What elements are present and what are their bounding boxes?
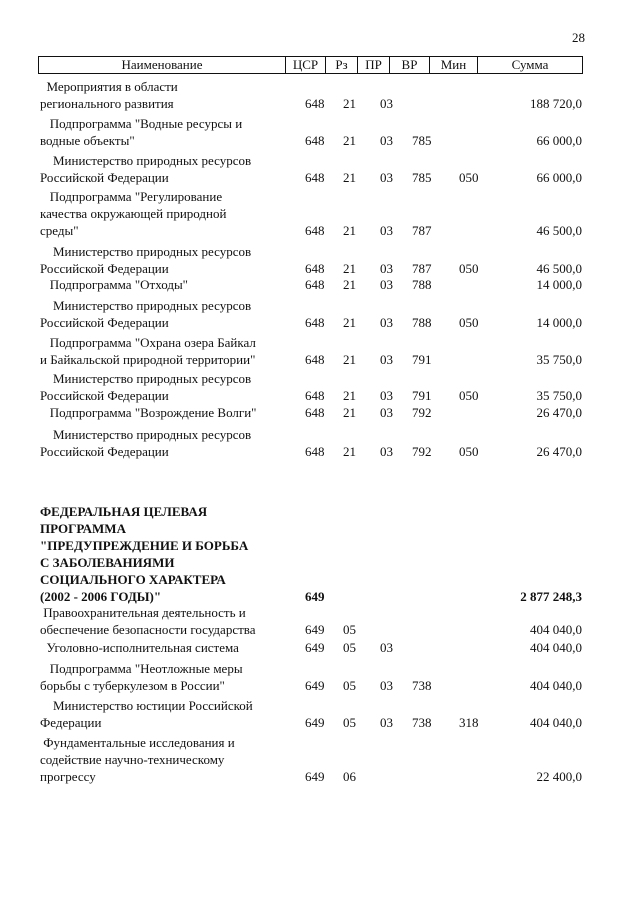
row-name-line: (2002 - 2006 ГОДЫ)" [40,589,162,604]
table-row [0,639,640,656]
cell-csr: 648 [305,444,325,459]
cell-pr: 03 [380,223,393,238]
cell-min: 050 [459,444,479,459]
cell-sum: 404 040,0 [530,622,582,637]
row-name-line: обеспечение безопасности государства [40,622,256,637]
cell-vr: 738 [412,678,432,693]
cell-pr: 03 [380,640,393,655]
cell-vr: 787 [412,261,432,276]
cell-rz: 21 [343,444,356,459]
row-name [40,660,285,694]
row-name [40,334,285,368]
table-row [0,660,640,694]
table-row [0,404,640,421]
cell-pr: 03 [380,715,393,730]
cell-rz: 21 [343,261,356,276]
row-name [40,276,285,293]
cell-rz: 05 [343,622,356,637]
row-name-line: водные объекты" [40,133,135,148]
row-name [40,370,285,404]
cell-vr: 788 [412,315,432,330]
row-name-line: Министерство природных ресурсов [40,298,252,313]
cell-pr: 03 [380,444,393,459]
table-row [0,78,640,112]
cell-rz: 05 [343,678,356,693]
cell-sum: 22 400,0 [536,769,582,784]
row-name-line: Федерации [40,715,102,730]
cell-csr: 649 [305,769,325,784]
cell-sum: 35 750,0 [536,352,582,367]
cell-rz: 21 [343,277,356,292]
cell-sum: 26 470,0 [536,444,582,459]
cell-pr: 03 [380,352,393,367]
cell-min: 050 [459,261,479,276]
cell-sum: 14 000,0 [536,277,582,292]
cell-rz: 05 [343,640,356,655]
cell-vr: 787 [412,223,432,238]
cell-rz: 21 [343,170,356,185]
row-name-line: Подпрограмма "Охрана озера Байкал [40,335,256,350]
row-name [40,188,285,239]
row-name-line: регионального развития [40,96,174,111]
cell-csr: 649 [305,678,325,693]
cell-sum: 66 000,0 [536,170,582,185]
cell-rz: 21 [343,352,356,367]
cell-min: 050 [459,315,479,330]
cell-rz: 21 [343,223,356,238]
cell-rz: 21 [343,405,356,420]
row-name-line: Подпрограмма "Регулирование [40,189,223,204]
cell-csr: 648 [305,352,325,367]
cell-pr: 03 [380,96,393,111]
row-name-line: Министерство природных ресурсов [40,371,252,386]
cell-rz: 06 [343,769,356,784]
row-name-line: содействие научно-техническому [40,752,225,767]
row-name-line: ПРОГРАММА [40,521,126,536]
cell-sum: 46 500,0 [536,223,582,238]
cell-pr: 03 [380,277,393,292]
cell-rz: 21 [343,388,356,403]
cell-pr: 03 [380,315,393,330]
cell-rz: 05 [343,715,356,730]
row-name-line: Уголовно-исполнительная система [40,640,239,655]
row-name-line: среды" [40,223,79,238]
cell-vr: 785 [412,133,432,148]
row-name-line: ФЕДЕРАЛЬНАЯ ЦЕЛЕВАЯ [40,504,208,519]
cell-csr: 648 [305,170,325,185]
table-row [0,370,640,404]
cell-min: 318 [459,715,479,730]
row-name-line: Подпрограмма "Водные ресурсы и [40,116,243,131]
cell-sum: 26 470,0 [536,405,582,420]
cell-vr: 792 [412,444,432,459]
cell-rz: 21 [343,96,356,111]
row-name [40,404,285,421]
table-row [0,188,640,239]
column-header-min: Мин [430,57,478,73]
table-row [0,734,640,785]
cell-csr: 649 [305,589,325,604]
cell-vr: 785 [412,170,432,185]
table-header [38,56,583,74]
row-name-line: Российской Федерации [40,261,169,276]
row-name [40,78,285,112]
cell-sum: 188 720,0 [530,96,582,111]
page-number: 28 [572,30,585,45]
row-name [40,604,285,638]
table-row [0,276,640,293]
row-name-line: СОЦИАЛЬНОГО ХАРАКТЕРА [40,572,226,587]
row-name [40,503,285,605]
row-name-line: Мероприятия в области [40,79,178,94]
cell-min: 050 [459,170,479,185]
cell-vr: 738 [412,715,432,730]
row-name-line: С ЗАБОЛЕВАНИЯМИ [40,555,175,570]
row-name-line: Российской Федерации [40,444,169,459]
cell-csr: 649 [305,715,325,730]
row-name-line: Подпрограмма "Неотложные меры [40,661,243,676]
row-name-line: Министерство природных ресурсов [40,427,252,442]
cell-rz: 21 [343,315,356,330]
cell-pr: 03 [380,388,393,403]
column-header-pr: ПР [358,57,390,73]
cell-csr: 648 [305,261,325,276]
cell-sum: 35 750,0 [536,388,582,403]
table-row [0,426,640,460]
cell-min: 050 [459,388,479,403]
table-row [0,243,640,277]
table-row [0,334,640,368]
row-name-line: борьбы с туберкулезом в России" [40,678,225,693]
cell-csr: 649 [305,640,325,655]
row-name [40,297,285,331]
row-name-line: Российской Федерации [40,315,169,330]
row-name [40,115,285,149]
row-name [40,426,285,460]
row-name-line: и Байкальской природной территории" [40,352,256,367]
cell-sum: 2 877 248,3 [520,589,582,604]
column-header-rz: Рз [326,57,358,73]
row-name-line: Российской Федерации [40,388,169,403]
row-name [40,152,285,186]
row-name [40,734,285,785]
row-name [40,639,285,656]
cell-vr: 788 [412,277,432,292]
cell-csr: 648 [305,133,325,148]
row-name-line: Министерство природных ресурсов [40,153,252,168]
cell-sum: 46 500,0 [536,261,582,276]
cell-sum: 404 040,0 [530,678,582,693]
cell-csr: 648 [305,388,325,403]
row-name-line: Правоохранительная деятельность и [40,605,246,620]
cell-pr: 03 [380,405,393,420]
row-name-line: Министерство природных ресурсов [40,244,252,259]
cell-vr: 791 [412,388,432,403]
table-row [0,697,640,731]
column-header-sum: Сумма [511,57,549,72]
cell-sum: 66 000,0 [536,133,582,148]
column-header-name: Наименование [39,57,286,73]
table-row [0,152,640,186]
row-name-line: "ПРЕДУПРЕЖДЕНИЕ И БОРЬБА [40,538,249,553]
cell-sum: 404 040,0 [530,715,582,730]
row-name-line: Министерство юстиции Российской [40,698,253,713]
row-name [40,243,285,277]
cell-pr: 03 [380,678,393,693]
cell-csr: 649 [305,622,325,637]
column-header-vr: ВР [390,57,430,73]
cell-vr: 792 [412,405,432,420]
table-row [0,503,640,605]
row-name-line: качества окружающей природной [40,206,227,221]
cell-sum: 14 000,0 [536,315,582,330]
cell-csr: 648 [305,277,325,292]
cell-csr: 648 [305,405,325,420]
row-name [40,697,285,731]
cell-pr: 03 [380,170,393,185]
row-name-line: Российской Федерации [40,170,169,185]
cell-csr: 648 [305,223,325,238]
row-name-line: Подпрограмма "Отходы" [40,277,188,292]
table-row [0,115,640,149]
row-name-line: прогрессу [40,769,96,784]
cell-csr: 648 [305,315,325,330]
cell-rz: 21 [343,133,356,148]
cell-vr: 791 [412,352,432,367]
row-name-line: Подпрограмма "Возрождение Волги" [40,405,257,420]
table-row [0,604,640,638]
cell-pr: 03 [380,261,393,276]
cell-pr: 03 [380,133,393,148]
cell-sum: 404 040,0 [530,640,582,655]
column-header-csr: ЦСР [286,57,326,73]
row-name-line: Фундаментальные исследования и [40,735,235,750]
table-row [0,297,640,331]
cell-csr: 648 [305,96,325,111]
